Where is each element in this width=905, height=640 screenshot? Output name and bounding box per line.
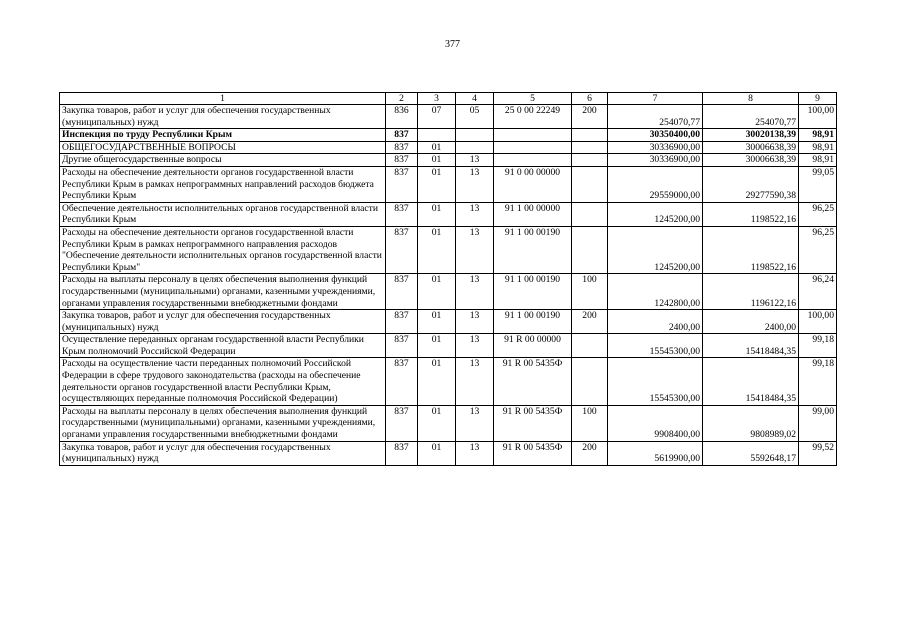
row-name: Другие общегосударственные вопросы bbox=[60, 154, 386, 167]
row-executed-amount: 2400,00 bbox=[703, 310, 799, 334]
table-row bbox=[60, 310, 837, 334]
row-expense-type bbox=[572, 226, 608, 273]
row-section-code: 01 bbox=[418, 334, 456, 358]
page-number: 377 bbox=[445, 39, 460, 50]
row-planned-amount: 5619900,00 bbox=[608, 441, 703, 465]
row-target-article bbox=[494, 154, 572, 167]
column-header: 4 bbox=[456, 93, 494, 105]
row-ministry-code: 837 bbox=[386, 358, 418, 405]
row-target-article: 91 1 00 00190 bbox=[494, 274, 572, 310]
row-section-code: 01 bbox=[418, 154, 456, 167]
row-name: Инспекция по труду Республики Крым bbox=[60, 129, 386, 142]
row-name: Осуществление переданных органам государственной власти Республики Крым полномочий Российской Федерации bbox=[60, 334, 386, 358]
row-subsection-code: 13 bbox=[456, 334, 494, 358]
row-section-code: 01 bbox=[418, 274, 456, 310]
row-planned-amount: 1245200,00 bbox=[608, 226, 703, 273]
row-percent-executed: 99,18 bbox=[799, 358, 837, 405]
row-executed-amount: 9808989,02 bbox=[703, 405, 799, 441]
row-percent-executed: 98,91 bbox=[799, 141, 837, 154]
table-row bbox=[60, 129, 837, 142]
row-planned-amount: 30336900,00 bbox=[608, 154, 703, 167]
row-name: ОБЩЕГОСУДАРСТВЕННЫЕ ВОПРОСЫ bbox=[60, 141, 386, 154]
column-header: 1 bbox=[60, 93, 386, 105]
row-subsection-code: 13 bbox=[456, 358, 494, 405]
row-expense-type bbox=[572, 202, 608, 226]
row-executed-amount: 254070,77 bbox=[703, 105, 799, 129]
row-executed-amount: 15418484,35 bbox=[703, 334, 799, 358]
table-row bbox=[60, 226, 837, 273]
row-target-article: 91 1 00 00190 bbox=[494, 226, 572, 273]
row-executed-amount: 30006638,39 bbox=[703, 154, 799, 167]
row-subsection-code: 05 bbox=[456, 105, 494, 129]
row-name: Закупка товаров, работ и услуг для обеспечения государственных (муниципальных) нужд bbox=[60, 441, 386, 465]
row-planned-amount: 254070,77 bbox=[608, 105, 703, 129]
row-subsection-code: 13 bbox=[456, 441, 494, 465]
row-target-article bbox=[494, 141, 572, 154]
header-row bbox=[60, 93, 837, 105]
row-expense-type bbox=[572, 358, 608, 405]
column-header: 7 bbox=[608, 93, 703, 105]
row-planned-amount: 30336900,00 bbox=[608, 141, 703, 154]
table-row bbox=[60, 154, 837, 167]
row-expense-type bbox=[572, 141, 608, 154]
table-row bbox=[60, 405, 837, 441]
row-subsection-code bbox=[456, 141, 494, 154]
row-ministry-code: 837 bbox=[386, 226, 418, 273]
row-planned-amount: 1242800,00 bbox=[608, 274, 703, 310]
row-expense-type: 100 bbox=[572, 405, 608, 441]
table-row bbox=[60, 141, 837, 154]
row-ministry-code: 837 bbox=[386, 334, 418, 358]
row-percent-executed: 100,00 bbox=[799, 310, 837, 334]
row-planned-amount: 29559000,00 bbox=[608, 166, 703, 202]
row-name: Расходы на осуществление части переданных полномочий Российской Федерации в сфере трудового законодательства (расходы на обеспечение деятельности органов государственной власти Республики Крым, осуществляющих переданные полномочия Российской Федерации) bbox=[60, 358, 386, 405]
row-name: Расходы на выплаты персоналу в целях обеспечения выполнения функций государственными (муниципальными) органами, казенными учреждениями, органами управления государственными внебюджетными фондами bbox=[60, 274, 386, 310]
row-ministry-code: 837 bbox=[386, 154, 418, 167]
row-subsection-code: 13 bbox=[456, 226, 494, 273]
table-row bbox=[60, 166, 837, 202]
row-ministry-code: 837 bbox=[386, 202, 418, 226]
row-expense-type bbox=[572, 334, 608, 358]
column-header: 2 bbox=[386, 93, 418, 105]
row-section-code: 01 bbox=[418, 141, 456, 154]
row-percent-executed: 96,24 bbox=[799, 274, 837, 310]
row-ministry-code: 837 bbox=[386, 166, 418, 202]
row-target-article: 91 1 00 00190 bbox=[494, 310, 572, 334]
table-row bbox=[60, 202, 837, 226]
row-expense-type: 200 bbox=[572, 441, 608, 465]
table-row bbox=[60, 105, 837, 129]
row-section-code: 01 bbox=[418, 310, 456, 334]
row-section-code: 01 bbox=[418, 166, 456, 202]
row-expense-type bbox=[572, 166, 608, 202]
row-target-article: 91 0 00 00000 bbox=[494, 166, 572, 202]
column-header: 3 bbox=[418, 93, 456, 105]
row-target-article bbox=[494, 129, 572, 142]
row-name: Расходы на обеспечение деятельности органов государственной власти Республики Крым в рамках непрограммных направлений расходов бюджета Республики Крым bbox=[60, 166, 386, 202]
row-ministry-code: 837 bbox=[386, 141, 418, 154]
row-name: Расходы на обеспечение деятельности органов государственной власти Республики Крым в рамках непрограммного направления расходов "Обеспечение деятельности исполнительных органов государственной власти Республики Крым" bbox=[60, 226, 386, 273]
row-executed-amount: 1198522,16 bbox=[703, 202, 799, 226]
table-body bbox=[60, 105, 837, 466]
row-percent-executed: 99,52 bbox=[799, 441, 837, 465]
column-header: 8 bbox=[703, 93, 799, 105]
row-target-article: 25 0 00 22249 bbox=[494, 105, 572, 129]
row-executed-amount: 1198522,16 bbox=[703, 226, 799, 273]
row-ministry-code: 837 bbox=[386, 405, 418, 441]
row-planned-amount: 2400,00 bbox=[608, 310, 703, 334]
table-row bbox=[60, 441, 837, 465]
row-target-article: 91 R 00 5435Ф bbox=[494, 358, 572, 405]
budget-table bbox=[59, 92, 837, 466]
row-planned-amount: 15545300,00 bbox=[608, 334, 703, 358]
row-section-code: 01 bbox=[418, 226, 456, 273]
row-percent-executed: 99,00 bbox=[799, 405, 837, 441]
row-section-code: 01 bbox=[418, 202, 456, 226]
column-header: 9 bbox=[799, 93, 837, 105]
row-expense-type: 100 bbox=[572, 274, 608, 310]
column-header: 5 bbox=[494, 93, 572, 105]
row-subsection-code: 13 bbox=[456, 310, 494, 334]
row-section-code bbox=[418, 129, 456, 142]
row-expense-type bbox=[572, 129, 608, 142]
table-row bbox=[60, 334, 837, 358]
row-percent-executed: 100,00 bbox=[799, 105, 837, 129]
row-percent-executed: 99,05 bbox=[799, 166, 837, 202]
row-subsection-code: 13 bbox=[456, 154, 494, 167]
row-planned-amount: 15545300,00 bbox=[608, 358, 703, 405]
row-target-article: 91 R 00 5435Ф bbox=[494, 441, 572, 465]
row-ministry-code: 837 bbox=[386, 310, 418, 334]
row-target-article: 91 R 00 5435Ф bbox=[494, 405, 572, 441]
row-subsection-code: 13 bbox=[456, 405, 494, 441]
row-planned-amount: 9908400,00 bbox=[608, 405, 703, 441]
row-expense-type: 200 bbox=[572, 310, 608, 334]
row-section-code: 01 bbox=[418, 358, 456, 405]
row-ministry-code: 837 bbox=[386, 129, 418, 142]
table-row bbox=[60, 274, 837, 310]
row-ministry-code: 837 bbox=[386, 441, 418, 465]
row-section-code: 01 bbox=[418, 441, 456, 465]
row-ministry-code: 837 bbox=[386, 274, 418, 310]
row-name: Закупка товаров, работ и услуг для обеспечения государственных (муниципальных) нужд bbox=[60, 105, 386, 129]
row-subsection-code: 13 bbox=[456, 166, 494, 202]
row-executed-amount: 30006638,39 bbox=[703, 141, 799, 154]
row-target-article: 91 R 00 00000 bbox=[494, 334, 572, 358]
row-section-code: 01 bbox=[418, 405, 456, 441]
row-target-article: 91 1 00 00000 bbox=[494, 202, 572, 226]
row-percent-executed: 98,91 bbox=[799, 129, 837, 142]
row-expense-type bbox=[572, 154, 608, 167]
row-executed-amount: 15418484,35 bbox=[703, 358, 799, 405]
row-subsection-code: 13 bbox=[456, 274, 494, 310]
row-executed-amount: 1196122,16 bbox=[703, 274, 799, 310]
row-subsection-code bbox=[456, 129, 494, 142]
column-header: 6 bbox=[572, 93, 608, 105]
row-percent-executed: 96,25 bbox=[799, 226, 837, 273]
row-executed-amount: 30020138,39 bbox=[703, 129, 799, 142]
row-ministry-code: 836 bbox=[386, 105, 418, 129]
row-subsection-code: 13 bbox=[456, 202, 494, 226]
row-executed-amount: 29277590,38 bbox=[703, 166, 799, 202]
row-percent-executed: 96,25 bbox=[799, 202, 837, 226]
row-expense-type: 200 bbox=[572, 105, 608, 129]
row-planned-amount: 1245200,00 bbox=[608, 202, 703, 226]
row-planned-amount: 30350400,00 bbox=[608, 129, 703, 142]
row-name: Обеспечение деятельности исполнительных органов государственной власти Республики Крым bbox=[60, 202, 386, 226]
row-percent-executed: 98,91 bbox=[799, 154, 837, 167]
row-section-code: 07 bbox=[418, 105, 456, 129]
table-row bbox=[60, 358, 837, 405]
row-executed-amount: 5592648,17 bbox=[703, 441, 799, 465]
row-percent-executed: 99,18 bbox=[799, 334, 837, 358]
row-name: Закупка товаров, работ и услуг для обеспечения государственных (муниципальных) нужд bbox=[60, 310, 386, 334]
row-name: Расходы на выплаты персоналу в целях обеспечения выполнения функций государственными (муниципальными) органами, казенными учреждениями, органами управления государственными внебюджетными фондами bbox=[60, 405, 386, 441]
